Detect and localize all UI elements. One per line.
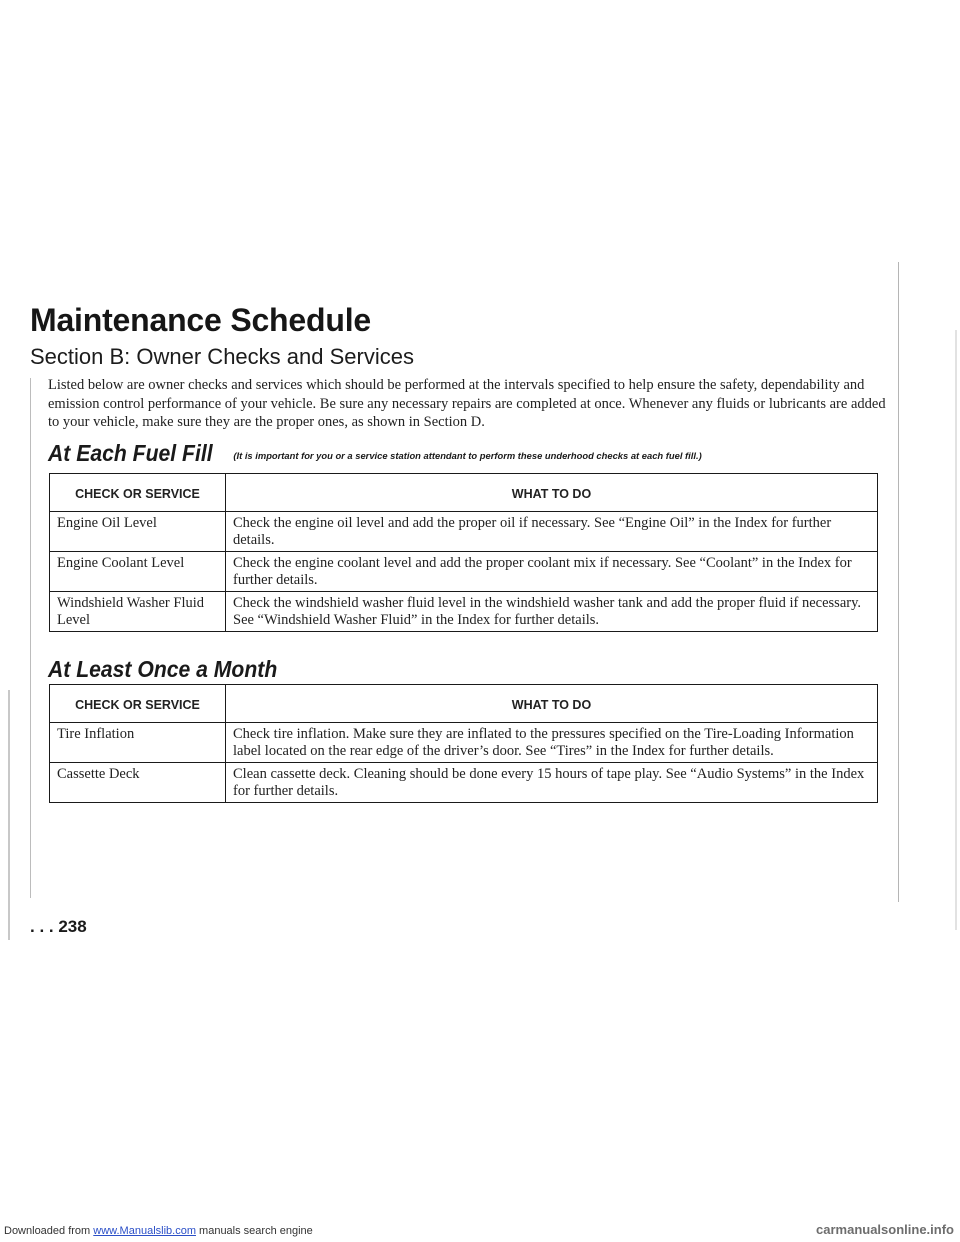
column-header-check: CHECK OR SERVICE	[50, 474, 226, 512]
row-check: Tire Inflation	[50, 723, 226, 763]
page-edge-rule-left	[8, 690, 10, 940]
row-what: Clean cassette deck. Cleaning should be done every 15 hours of tape play. See “Audio Systems” in the Index for further details.	[226, 763, 878, 803]
footer-suffix: manuals search engine	[195, 1225, 313, 1237]
row-check: Windshield Washer Fluid Level	[50, 592, 226, 632]
table-row	[50, 552, 878, 592]
table-header-row	[50, 474, 878, 512]
section-heading-fuel-fill	[48, 440, 702, 467]
download-footer	[4, 1225, 313, 1237]
column-header-check: CHECK OR SERVICE	[50, 685, 226, 723]
row-check: Engine Oil Level	[50, 512, 226, 552]
section-heading-note: (It is important for you or a service station attendant to perform these underhood checks at each fuel fill.)	[233, 450, 702, 461]
table-row	[50, 512, 878, 552]
manualslib-link[interactable]: www.Manualslib.com	[93, 1225, 196, 1237]
section-heading-title: At Least Once a Month	[48, 656, 278, 682]
row-what: Check the engine oil level and add the proper oil if necessary. See “Engine Oil” in the Index for further details.	[226, 512, 878, 552]
section-subtitle: Section B: Owner Checks and Services	[30, 344, 414, 369]
column-header-what: WHAT TO DO	[226, 474, 878, 512]
table-header-row	[50, 685, 878, 723]
intro-paragraph: Listed below are owner checks and services which should be performed at the intervals specified to help ensure the safety, dependability and emission control performance of your vehicle. Be sure any necessary repairs are completed at once. Whenever any fluids or lubricants are added to your vehicle, make sure they are the proper ones, as shown in Section D.	[48, 377, 886, 430]
table-row	[50, 763, 878, 803]
table-row	[50, 723, 878, 763]
page-title: Maintenance Schedule	[30, 302, 371, 338]
section-heading-title: At Each Fuel Fill	[48, 440, 213, 466]
monthly-table	[49, 684, 878, 803]
row-check: Engine Coolant Level	[50, 552, 226, 592]
watermark: carmanualsonline.info	[816, 1222, 954, 1237]
footer-prefix: Downloaded from	[4, 1225, 94, 1237]
fuel-fill-table	[49, 473, 878, 632]
page-edge-rule-right	[898, 262, 899, 902]
page-number: . . . 238	[30, 917, 87, 936]
page-edge-shadow	[955, 330, 957, 930]
row-what: Check tire inflation. Make sure they are inflated to the pressures specified on the Tire-Loading Information label located on the rear edge of the driver’s door. See “Tires” in the Index for further details.	[226, 723, 878, 763]
row-what: Check the windshield washer fluid level in the windshield washer tank and add the proper fluid if necessary. See “Windshield Washer Fluid” in the Index for further details.	[226, 592, 878, 632]
row-what: Check the engine coolant level and add the proper coolant mix if necessary. See “Coolant” in the Index for further details.	[226, 552, 878, 592]
row-check: Cassette Deck	[50, 763, 226, 803]
column-header-what: WHAT TO DO	[226, 685, 878, 723]
section-heading-monthly	[48, 656, 297, 683]
margin-rule	[30, 378, 31, 898]
table-row	[50, 592, 878, 632]
